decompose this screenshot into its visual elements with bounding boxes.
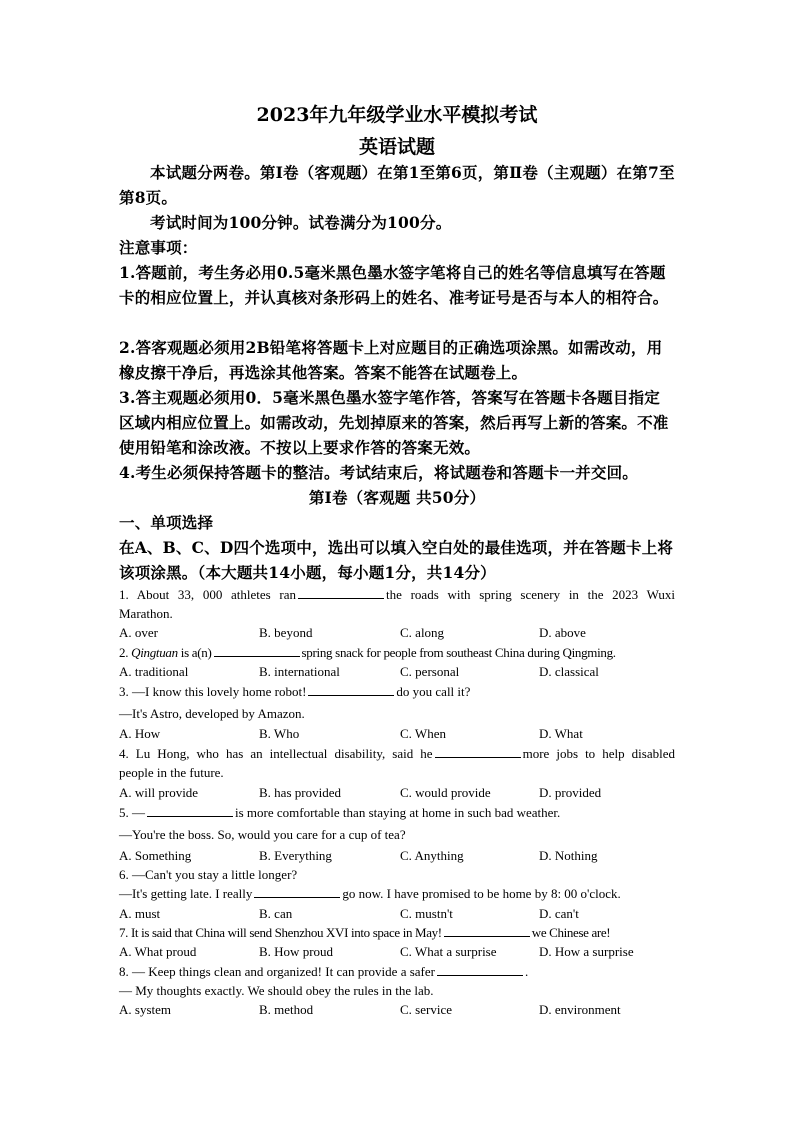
question-2-text-b: spring snack for people from southeast China during Qingming. [301,645,616,660]
question-8-stem [119,962,675,981]
option-b: B. Who [259,726,300,741]
option-a: A. will provide [119,785,199,800]
question-8-options [119,1000,679,1019]
question-2-options [119,662,679,681]
page-title: 2023年九年级学业水平模拟考试 [256,104,538,126]
question-6-options [119,904,679,923]
question-8-text-b: . [524,964,529,979]
option-b: B. method [259,1002,314,1017]
notice-item-2: 2.答客观题必须用2B铅笔将答题卡上对应题目的正确选项涂黑。如需改动，用橡皮擦干净后，再选涂其他答案。答案不能答在试题卷上。 [119,338,663,382]
question-6-line-1: 6. —Can't you stay a little longer? [119,867,298,882]
question-2-text-a: is a(n) [180,645,212,660]
option-b: B. beyond [259,625,313,640]
answer-blank [254,885,340,898]
answer-blank [308,683,394,696]
option-c: C. along [400,625,445,640]
question-1-options [119,623,679,642]
option-d: D. What [539,726,583,741]
notice-item-4: 4.考生必须保持答题卡的整洁。考试结束后，将试题卷和答题卡一并交回。 [119,463,638,482]
section-title: 第Ⅰ卷（客观题 共50分） [308,488,486,507]
option-d: D. above [539,625,586,640]
part-heading: 一、单项选择 [119,513,214,532]
part-instruction: 在A、B、C、D四个选项中，选出可以填入空白处的最佳选项，并在答题卡上将该项涂黑。（本大题共14小题，每小题1分，共14分） [119,538,674,582]
option-c: C. service [400,1002,452,1017]
question-2-number: 2. [119,645,129,660]
notice-item-1: 1.答题前，考生务必用0.5毫米黑色墨水签字笔将自己的姓名等信息填写在答题卡的相应位置上，并认真核对条形码上的姓名、准考证号是否与本人的相符合。 [119,263,669,307]
question-7-text-b: we Chinese are! [531,925,611,940]
question-7-options [119,942,679,961]
question-3-text-a: 3. —I know this lovely home robot! [119,684,307,699]
answer-blank [437,963,523,976]
answer-blank [214,644,300,657]
option-a: A. How [119,726,161,741]
question-5-stem [119,803,675,822]
question-5-options [119,846,679,865]
option-c: C. personal [400,664,460,679]
question-3-options [119,724,679,743]
question-5-text-b: is more comfortable than staying at home in such bad weather. [235,805,561,820]
question-5-continuation: —You're the boss. So, would you care for a cup of tea? [119,827,406,842]
question-8-continuation: — My thoughts exactly. We should obey the rules in the lab. [119,983,434,998]
question-6-text-a: —It's getting late. I really [119,886,253,901]
question-1-text-a: 1. About 33, 000 athletes ran [119,587,297,602]
option-b: B. Everything [259,848,332,863]
question-6-text-b: go now. I have promised to be home by 8: 00 o'clock. [342,886,621,901]
option-d: D. can't [539,906,579,921]
option-d: D. provided [539,785,602,800]
question-3-stem [119,682,675,701]
page-subtitle: 英语试题 [358,136,435,158]
option-b: B. has provided [259,785,341,800]
question-2-stem [119,643,675,662]
notice-heading: 注意事项： [119,238,198,257]
option-d: D. environment [539,1002,621,1017]
question-8-text-a: 8. — Keep things clean and organized! It can provide a safer [119,964,435,979]
question-4-continuation: people in the future. [119,765,224,780]
option-a: A. system [119,1002,171,1017]
question-1-text-b: the roads with spring scenery in the 2023 Wuxi [386,587,675,602]
option-c: C. mustn't [400,906,453,921]
option-d: D. classical [539,664,599,679]
option-d: D. How a surprise [539,944,634,959]
question-3-text-b: do you call it? [396,684,471,699]
notice-item-3: 3.答主观题必须用0．5毫米黑色墨水签字笔作答，答案写在答题卡各题目指定区域内相应位置上。如需改动，先划掉原来的答案，然后再写上新的答案。不准使用铅笔和涂改液。不按以上要求作答的答案无效。 [119,388,669,457]
option-b: B. international [259,664,340,679]
question-1-continuation: Marathon. [119,606,173,621]
option-c: C. What a surprise [400,944,497,959]
option-d: D. Nothing [539,848,598,863]
option-b: B. How proud [259,944,334,959]
answer-blank [298,586,384,599]
option-c: C. would provide [400,785,491,800]
intro-paragraph-1: 本试题分两卷。第Ⅰ卷（客观题）在第1至第6页，第Ⅱ卷（主观题）在第7至第8页。 [119,163,675,207]
question-6-stem [119,884,675,903]
intro-paragraph-2: 考试时间为100分钟。试卷满分为100分。 [150,213,452,232]
question-1-stem [119,585,675,604]
option-c: C. Anything [400,848,464,863]
option-a: A. traditional [119,664,189,679]
answer-blank [444,924,530,937]
question-4-text-a: 4. Lu Hong, who has an intellectual disability, said he [119,746,433,761]
option-c: C. When [400,726,446,741]
option-a: A. must [119,906,161,921]
option-a: A. over [119,625,158,640]
question-2-italic-term: Qingtuan [131,645,178,660]
answer-blank [147,804,233,817]
question-5-text-a: 5. — [119,805,145,820]
question-4-text-b: more jobs to help disabled [522,746,675,761]
question-7-text-a: 7. It is said that China will send Shenzhou XVI into space in May! [119,925,442,940]
option-b: B. can [259,906,293,921]
question-3-continuation: —It's Astro, developed by Amazon. [119,706,305,721]
question-7-stem [119,923,675,942]
question-4-options [119,783,679,802]
answer-blank [435,745,521,758]
option-a: A. What proud [119,944,197,959]
question-4-stem [119,744,675,763]
option-a: A. Something [119,848,192,863]
